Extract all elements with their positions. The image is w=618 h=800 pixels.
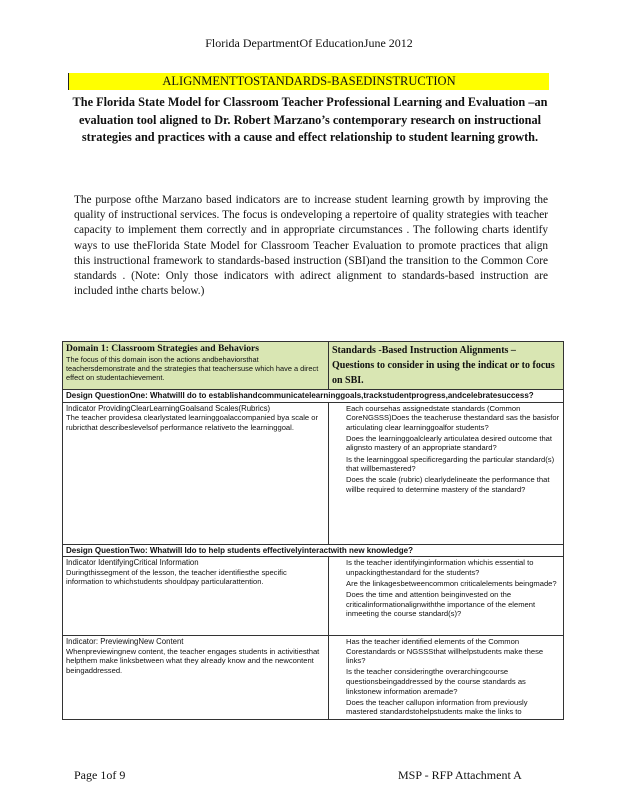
- list-item: Is the learninggoal specificregarding the particular standard(s) that willbemastered?: [346, 454, 555, 474]
- list-item: Is the teacher identifyinginformation whichis essential to unpackingthestandard for the students?: [346, 558, 534, 577]
- indicator-title: Indicator IdentifyingCritical Information: [66, 558, 199, 568]
- list-item: Does the scale (rubric) clearlydelineate the performance that willbe required to determine mastery of the standard?: [346, 475, 550, 494]
- standards-cell: [329, 342, 564, 390]
- indicator-description: Duringthissegment of the lesson, the teacher identifiesthe specific information to whichstudents shouldpay particularattention.: [66, 567, 287, 587]
- alignment-table: [62, 341, 564, 720]
- page-number: Page 1of 9: [74, 768, 126, 782]
- indicator-description: Whenpreviewingnew content, the teacher engages students in activitiesthat helpthem make linksbetween what they already know and the newcontent beingaddressed.: [66, 646, 320, 675]
- questions-cell: [329, 636, 564, 720]
- indicator-row: [63, 557, 564, 636]
- indicator-cell: [63, 557, 329, 636]
- questions-cell: [329, 557, 564, 636]
- question-list: [332, 404, 560, 495]
- list-item: Are the linkagesbetweencommon criticalelements beingmade?: [346, 578, 557, 588]
- design-question-row: [63, 390, 564, 403]
- list-item: Each coursehas assignedstate standards (Common CoreNGSSS)Does the teacheruse thestandard sas the basisfor articulating clear learninggoalfor students?: [346, 403, 560, 432]
- section-banner: ALIGNMENTTOSTANDARDS-BASEDINSTRUCTION: [68, 73, 549, 90]
- domain-cell: [63, 342, 329, 390]
- questions-cell: [329, 402, 564, 544]
- list-item: Does the teacher callupon information from previously mastered standardstohelpstudents make the links to: [346, 697, 528, 717]
- indicator-row: [63, 402, 564, 544]
- indicator-row: [63, 636, 564, 720]
- standards-title: Standards -Based Instruction Alignments – Questions to consider in using the indicat or to focus on SBI.: [332, 345, 555, 386]
- domain-header-row: [63, 342, 564, 390]
- page-header: Florida DepartmentOf EducationJune 2012: [205, 36, 413, 50]
- list-item: Does the learninggoalclearly articulatea desired outcome that alignsto mastery of an appropriate standard?: [346, 433, 552, 453]
- design-question-row: [63, 544, 564, 557]
- purpose-paragraph: The purpose ofthe Marzano based indicators are to increase student learning growth by improving the quality of instructional services. The focus is ondeveloping a repertoire of quality strategies with teacher capacity to implement them correctly and in appropriate circumstances . The following charts identify ways to use theFlorida State Model for Classroom Teacher Evaluation to promote practices that align this instructional framework to standards-based instruction (SBI)and the transition to the Common Core standards . (Note: Only those indicators with adirect alignment to standards-based instruction are included inthe charts below.): [74, 194, 548, 298]
- intro-heading: The Florida State Model for Classroom Teacher Professional Learning and Evaluation –an evaluation tool aligned to Dr. Robert Marzano’s contemporary research on instructional strategies and practices with a cause and effect relationship to student learning growth.: [72, 95, 548, 144]
- question-list: [332, 558, 560, 619]
- domain-description: The focus of this domain ison the actions andbehaviorsthat teachersdemonstrate and the strategies that teachersuse which have a direct effect on studentachievement.: [66, 355, 319, 382]
- list-item: Has the teacher identified elements of the Common Corestandards or NGSSSthat willhelpstudents make these links?: [346, 637, 544, 666]
- list-item: Is the teacher consideringthe overarchingcourse questionsbeingaddressed by the course standards as linkstonew information aremade?: [346, 667, 526, 696]
- indicator-title: Indicator: PreviewingNew Content: [66, 637, 184, 647]
- indicator-title: Indicator ProvidingClearLearningGoalsand Scales(Rubrics): [66, 403, 271, 413]
- design-question-one: Design QuestionOne: WhatwillI do to establishandcommunicatelearninggoals,trackstudentprogress,andcelebratesuccess?: [63, 390, 564, 403]
- list-item: Does the time and attention beinginvested on the criticalinformationalignwiththe importance of the element inmeeting the course standard(s)?: [346, 589, 536, 619]
- indicator-cell: [63, 636, 329, 720]
- indicator-cell: [63, 402, 329, 544]
- domain-title: Domain 1: Classroom Strategies and Behaviors: [66, 343, 260, 354]
- attachment-label: MSP - RFP Attachment A: [398, 768, 522, 782]
- question-list: [332, 637, 560, 717]
- indicator-description: The teacher providesa clearlystated learninggoalaccompanied bya scale or rubricthat describeslevelsof performance relativeto the learninggoal.: [66, 413, 319, 432]
- design-question-two: Design QuestionTwo: Whatwill Ido to help students effectivelyinteractwith new knowledge?: [63, 544, 564, 557]
